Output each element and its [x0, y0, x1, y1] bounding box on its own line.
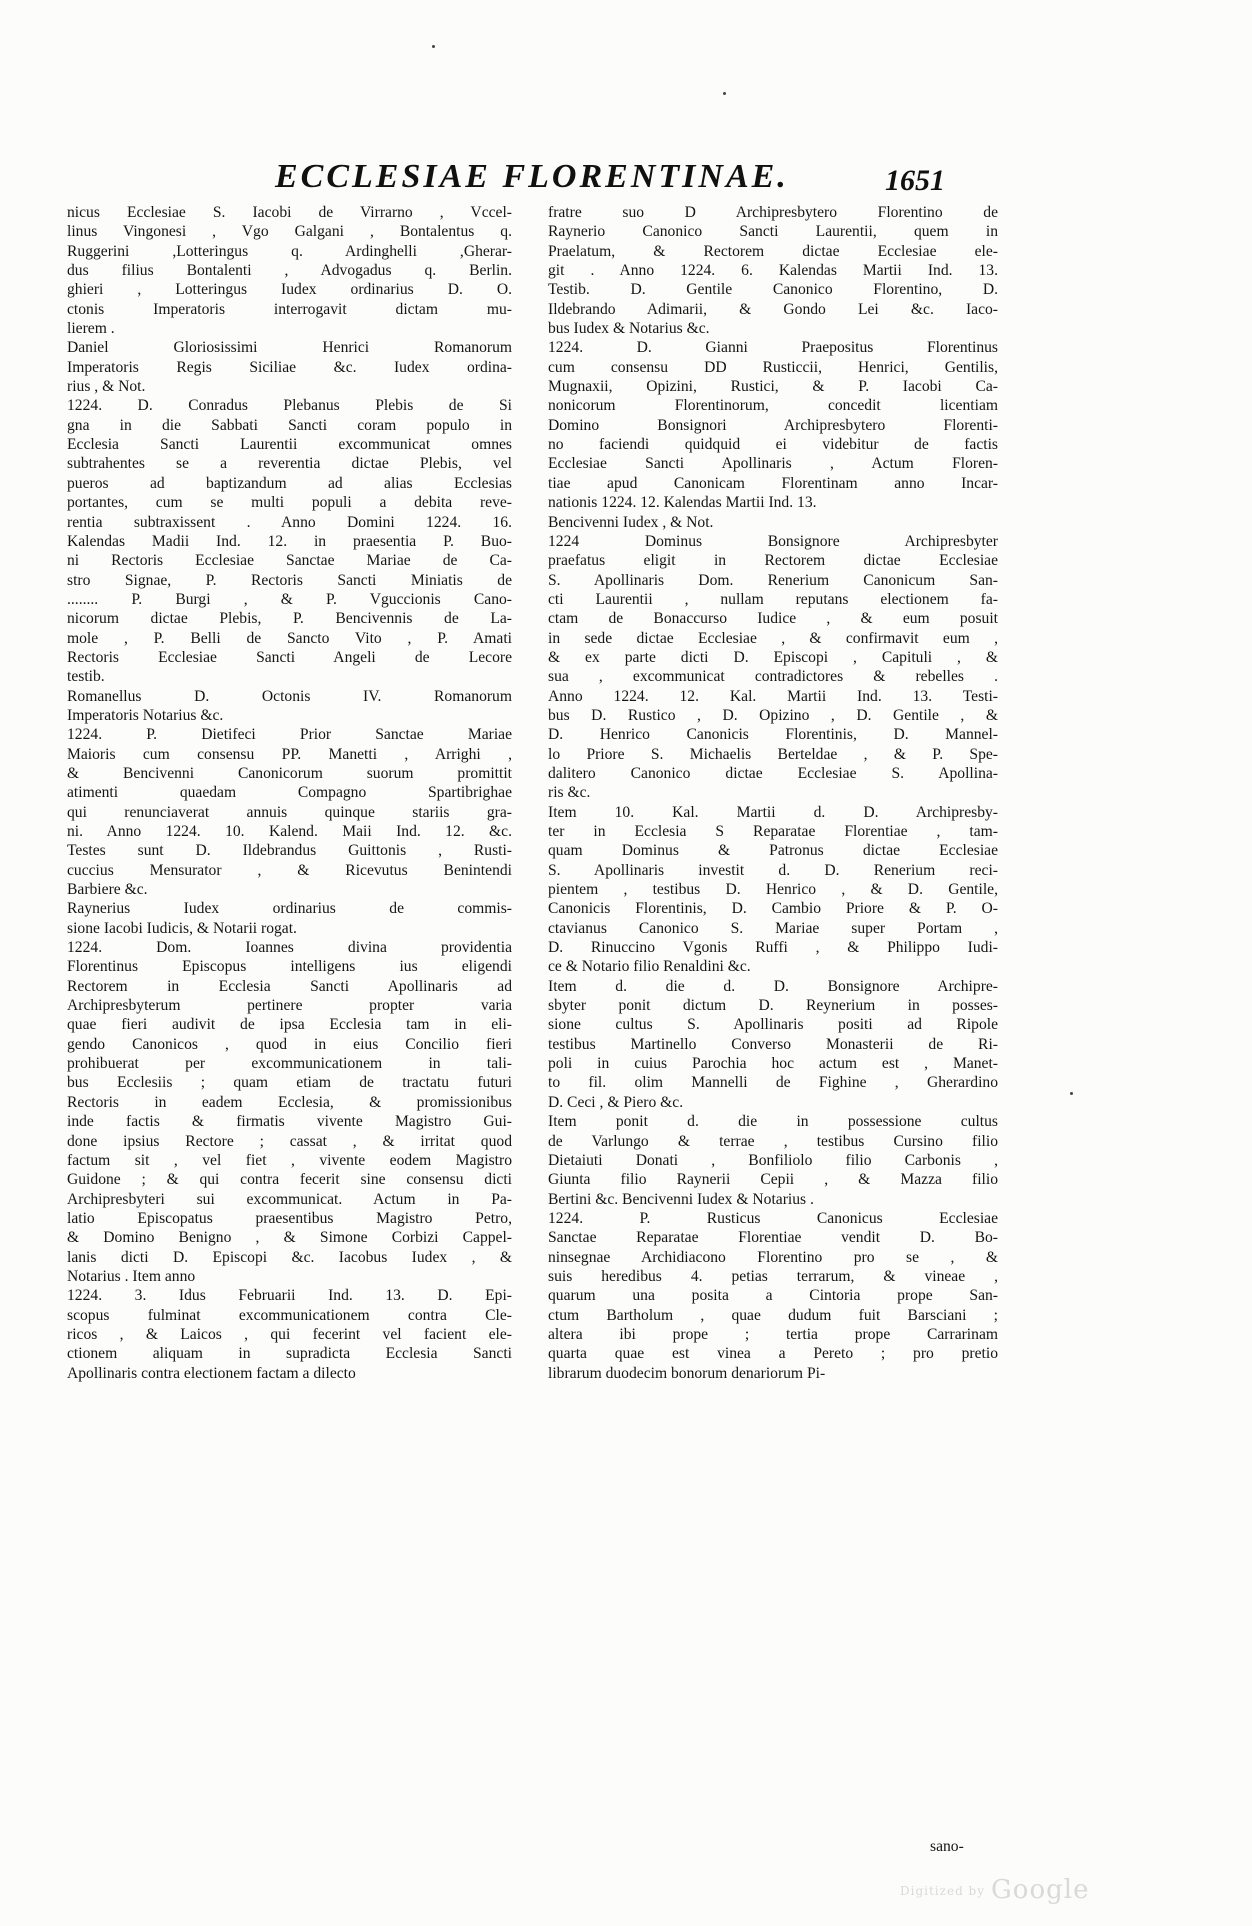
text-line: Anno 1224. 12. Kal. Martii Ind. 13. Testi- [548, 687, 998, 705]
left-text-column [67, 203, 512, 1383]
text-line: portantes, cum se multi populi a debita reve- [67, 494, 512, 512]
text-line: Rectoris Ecclesiae Sancti Angeli de Lecore [67, 648, 512, 666]
text-line: lo Priore S. Michaelis Berteldae , & P. Spe- [548, 745, 998, 763]
text-line: lierem . [67, 320, 115, 338]
text-line: sua , excommunicat contradictores & rebelles . [548, 668, 998, 686]
text-line: Item d. die d. D. Bonsignore Archipre- [548, 977, 998, 995]
text-line: Maioris cum consensu PP. Manetti , Arrighi , [67, 745, 512, 763]
text-line: 1224. 3. Idus Februarii Ind. 13. D. Epi- [67, 1287, 512, 1305]
digitized-watermark [900, 1875, 1089, 1905]
text-line: in sede dictae Ecclesiae , & confirmavit eum , [548, 629, 998, 647]
text-line: to fil. olim Mannelli de Fighine , Gherardino [548, 1074, 998, 1092]
text-line: Domino Bonsignori Archipresbytero Florenti- [548, 416, 998, 434]
text-line: ce & Notario filio Renaldini &c. [548, 958, 751, 976]
text-line: Bertini &c. Bencivenni Iudex & Notarius . [548, 1190, 814, 1208]
text-line: nationis 1224. 12. Kalendas Martii Ind. 13. [548, 494, 817, 512]
text-line: ctam de Bonaccurso Iudice , & eum posuit [548, 610, 998, 628]
text-line: lanis dicti D. Episcopi &c. Iacobus Iudex , & [67, 1248, 512, 1266]
text-line: Ecclesiae Sancti Apollinaris , Actum Floren- [548, 455, 998, 473]
text-line: 1224. Dom. Ioannes divina providentia [67, 939, 512, 957]
text-line: Kalendas Madii Ind. 12. in praesentia P. Buo- [67, 532, 512, 550]
text-line: & Domino Benigno , & Simone Corbizi Cappel- [67, 1229, 512, 1247]
text-line: praefatus eligit in Rectorem dictae Ecclesiae [548, 552, 998, 570]
text-line: ris &c. [548, 784, 591, 802]
text-line: & Bencivenni Canonicorum suorum promittit [67, 764, 512, 782]
text-line: Imperatoris Notarius &c. [67, 706, 224, 724]
text-line: ctum Bartholum , quae dudum fuit Barsciani ; [548, 1306, 998, 1324]
text-line: D. Rinuccino Vgonis Ruffi , & Philippo Iudi- [548, 939, 998, 957]
watermark-prefix: Digitized by [900, 1884, 986, 1898]
right-text-column [548, 203, 998, 1383]
text-line: 1224. D. Gianni Praepositus Florentinus [548, 339, 998, 357]
text-line: librarum duodecim bonorum denariorum Pi- [548, 1364, 826, 1382]
text-line: ricos , & Laicos , qui fecerint vel facient ele- [67, 1325, 512, 1343]
catchword: sano- [930, 1838, 964, 1855]
text-line: 1224. P. Dietifeci Prior Sanctae Mariae [67, 726, 512, 744]
text-line: cti Laurentii , nullam reputans electionem fa- [548, 590, 998, 608]
text-line: tiae apud Canonicam Florentinam anno Incar- [548, 474, 998, 492]
text-line: ghieri , Lotteringus Iudex ordinarius D. O. [67, 281, 512, 299]
text-line: subtrahentes se a reverentia dictae Plebis, vel [67, 455, 512, 473]
text-line: suis heredibus 4. petias terrarum, & vineae , [548, 1267, 998, 1285]
text-line: dus filius Bontalenti , Advogadus q. Berlin. [67, 262, 512, 280]
text-line: ni. Anno 1224. 10. Kalend. Maii Ind. 12. &c. [67, 823, 512, 840]
text-line: no faciendi quidquid ei videbitur de factis [548, 436, 998, 454]
text-line: testibus Martinello Converso Monasterii de Ri- [548, 1035, 998, 1053]
text-line: Rectoris in eadem Ecclesia, & promissionibus [67, 1093, 512, 1111]
text-line: Apollinaris contra electionem factam a dilecto [67, 1364, 356, 1382]
text-line: nicorum dictae Plebis, P. Bencivennis de La- [67, 610, 512, 628]
text-line: Archipresbyteri sui excommunicat. Actum in Pa- [67, 1190, 512, 1208]
text-line: fratre suo D Archipresbytero Florentino de [548, 204, 998, 221]
text-line: latio Episcopatus praesentibus Magistro Petro, [67, 1209, 512, 1227]
text-line: Testes sunt D. Ildebrandus Guittonis , Rusti- [67, 842, 512, 860]
text-line: 1224 Dominus Bonsignore Archipresbyter [548, 532, 998, 550]
text-line: testib. [67, 668, 105, 686]
text-line: cum consensu DD Rusticcii, Henrici, Gentilis, [548, 358, 998, 376]
text-line: Daniel Gloriosissimi Henrici Romanorum [67, 339, 512, 357]
text-line: Guidone ; & qui contra fecerit sine consensu dicti [67, 1171, 512, 1189]
text-line: D. Ceci , & Piero &c. [548, 1093, 684, 1111]
text-line: nicus Ecclesiae S. Iacobi de Virrarno , Vccel- [67, 204, 512, 221]
text-line: ........ P. Burgi , & P. Vguccionis Cano- [67, 590, 512, 608]
text-line: Barbiere &c. [67, 881, 148, 899]
text-line: ctavianus Canonico S. Mariae super Portam , [548, 919, 998, 937]
text-line: scopus fulminat excommunicationem contra Cle- [67, 1306, 512, 1324]
text-line: done ipsius Rectore ; cassat , & irritat quod [67, 1132, 512, 1150]
text-line: poli in cuius Parochia hoc actum est , Manet- [548, 1055, 998, 1073]
text-line: Imperatoris Regis Siciliae &c. Iudex ordina- [67, 358, 512, 376]
text-line: Testib. D. Gentile Canonico Florentino, D. [548, 281, 998, 299]
text-line: mole , P. Belli de Sancto Vito , P. Amati [67, 629, 512, 647]
text-line: gendo Canonicos , quod in eius Concilio fieri [67, 1035, 512, 1053]
text-line: bus Iudex & Notarius &c. [548, 320, 710, 338]
text-line: Florentinus Episcopus intelligens ius eligendi [67, 958, 512, 976]
text-line: Dietaiuti Donati , Bonfiliolo filio Carbonis , [548, 1151, 998, 1169]
text-line: Praelatum, & Rectorem dictae Ecclesiae ele- [548, 242, 998, 260]
text-line: & ex parte dicti D. Episcopi , Capituli , & [548, 648, 998, 666]
text-line: Archipresbyterum pertinere propter varia [67, 997, 512, 1015]
text-line: atimenti quaedam Compagno Spartibrighae [67, 784, 512, 802]
text-line: Bencivenni Iudex , & Not. [548, 513, 714, 531]
text-line: rius , & Not. [67, 378, 146, 396]
text-line: inde factis & firmatis vivente Magistro Gui- [67, 1113, 512, 1131]
text-line: ni Rectoris Ecclesiae Sanctae Mariae de Ca- [67, 552, 512, 570]
text-line: ctonis Imperatoris interrogavit dictam mu- [67, 300, 512, 318]
text-line: bus Ecclesiis ; quam etiam de tractatu futuri [67, 1074, 512, 1092]
text-line: quarum una posita a Cintoria prope San- [548, 1287, 998, 1305]
text-line: sbyter ponit dictum D. Reynerium in posses- [548, 997, 998, 1015]
text-line: factum sit , vel fiet , vivente eodem Magistro [67, 1151, 512, 1169]
text-line: 1224. P. Rusticus Canonicus Ecclesiae [548, 1209, 998, 1227]
text-line: quarta quae est vinea a Pereto ; pro pretio [548, 1345, 998, 1363]
text-line: ctionem aliquam in supradicta Ecclesia Sancti [67, 1345, 512, 1363]
text-line: ter in Ecclesia S Reparatae Florentiae , tam- [548, 823, 998, 840]
text-line: cuccius Mensurator , & Ricevutus Benintendi [67, 861, 512, 879]
text-line: altera ibi prope ; tertia prope Carrarinam [548, 1325, 998, 1343]
text-line: linus Vingonesi , Vgo Galgani , Bontalentus q. [67, 223, 512, 241]
text-line: Ildebrando Adimarii, & Gondo Lei &c. Iaco- [548, 300, 998, 318]
text-line: Mugnaxii, Opizini, Rustici, & P. Iacobi Ca- [548, 378, 998, 396]
text-line: Raynerius Iudex ordinarius de commis- [67, 900, 512, 918]
scan-speck [1070, 1092, 1073, 1095]
text-line: Item 10. Kal. Martii d. D. Archipresby- [548, 803, 998, 821]
text-line: pueros ad baptizandum ad alias Ecclesias [67, 474, 512, 492]
scan-speck [432, 45, 435, 48]
text-line: ninsegnae Archidiacono Florentino pro se , & [548, 1248, 998, 1266]
text-line: dalitero Canonico dictae Ecclesiae S. Apollina- [548, 764, 998, 782]
text-line: Raynerio Canonico Sancti Laurentii, quem in [548, 223, 998, 241]
text-line: de Varlungo & terrae , testibus Cursino filio [548, 1132, 998, 1150]
text-line: nonicorum Florentinorum, concedit licentiam [548, 397, 998, 415]
text-line: Canonicis Florentinis, D. Cambio Priore & P. O- [548, 900, 998, 918]
text-line: S. Apollinaris investit d. D. Renerium reci- [548, 861, 998, 879]
text-line: 1224. D. Conradus Plebanus Plebis de Si [67, 397, 512, 415]
text-line: Ruggerini ,Lotteringus q. Ardinghelli ,Gherar- [67, 242, 512, 260]
text-line: Ecclesia Sancti Laurentii excommunicat omnes [67, 436, 512, 454]
text-line: sione cultus S. Apollinaris positi ad Ripole [548, 1016, 998, 1034]
text-line: sione Iacobi Iudicis, & Notarii rogat. [67, 919, 297, 937]
text-line: S. Apollinaris Dom. Renerium Canonicum San- [548, 571, 998, 589]
text-line: Rectorem in Ecclesia Sancti Apollinaris ad [67, 977, 512, 995]
text-line: pientem , testibus D. Henrico , & D. Gentile, [548, 881, 998, 899]
text-line: qui renunciaverat annuis quinque stariis gra- [67, 803, 512, 821]
text-line: git . Anno 1224. 6. Kalendas Martii Ind. 13. [548, 262, 998, 280]
text-line: stro Signae, P. Rectoris Sancti Miniatis de [67, 571, 512, 589]
text-line: prohibuerat per excommunicationem in tali- [67, 1055, 512, 1073]
text-line: Giunta filio Raynerii Cepii , & Mazza filio [548, 1171, 998, 1189]
watermark-brand: Google [991, 1875, 1090, 1905]
page-number: 1651 [885, 164, 945, 197]
text-line: gna in die Sabbati Sancti coram populo in [67, 416, 512, 434]
text-line: rentia subtraxissent . Anno Domini 1224. 16. [67, 513, 512, 531]
text-line: D. Henrico Canonicis Florentinis, D. Mannel- [548, 726, 998, 744]
text-line: Notarius . Item anno [67, 1267, 196, 1285]
running-head: ECCLESIAE FLORENTINAE. [275, 158, 789, 195]
text-line: quae fieri audivit de ipsa Ecclesia tam in eli- [67, 1016, 512, 1034]
text-line: bus D. Rustico , D. Opizino , D. Gentile , & [548, 706, 998, 724]
text-line: quam Dominus & Patronus dictae Ecclesiae [548, 842, 998, 860]
text-line: Item ponit d. die in possessione cultus [548, 1113, 998, 1131]
text-line: Sanctae Reparatae Florentiae vendit D. Bo- [548, 1229, 998, 1247]
text-line: Romanellus D. Octonis IV. Romanorum [67, 687, 512, 705]
scan-speck [723, 92, 726, 95]
